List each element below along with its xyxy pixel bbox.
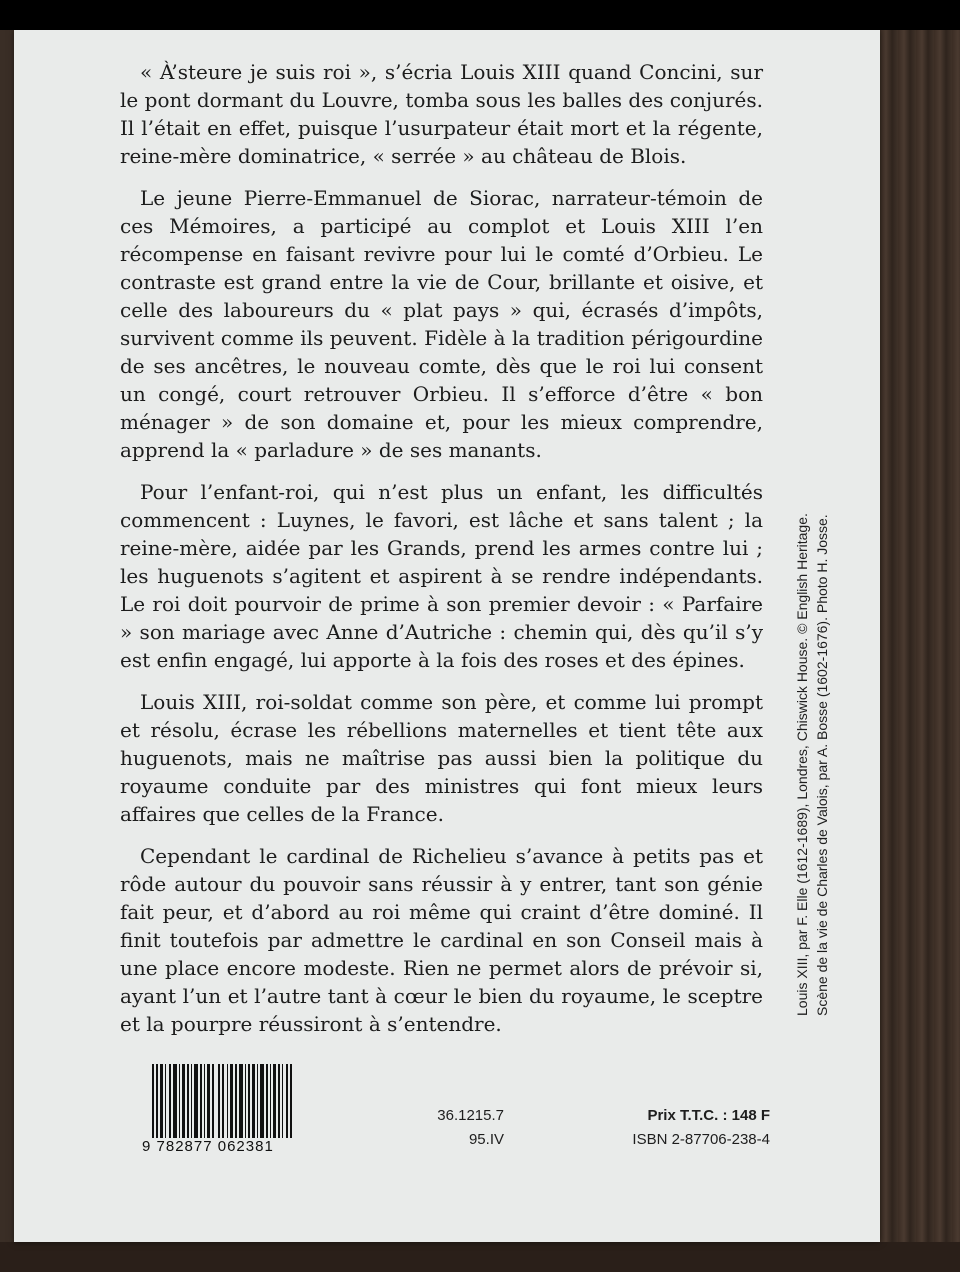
catalog-code-1: 36.1215.7 <box>437 1107 504 1124</box>
back-cover-blurb <box>120 58 763 1052</box>
wood-table-right <box>880 30 960 1272</box>
image-credits <box>792 436 832 1016</box>
catalog-code-2: 95.IV <box>468 1131 504 1148</box>
credit-line-1: Louis XIII, par F. Elle (1612-1689), Londres, Chiswick House. © English Heritage. <box>794 513 810 1016</box>
wood-table-left <box>0 30 14 1272</box>
blurb-paragraph: Le jeune Pierre-Emmanuel de Siorac, narrateur-témoin de ces Mémoires, a participé au complot et Louis XIII l’en récompense en faisant revivre pour lui le comté d’Orbieu. Le contraste est grand entre la vie de Cour, brillante et oisive, et celle des laboureurs du « plat pays » qui, écrasés d’impôts, survivent comme ils peuvent. Fidèle à la tradition périgourdine de ses ancêtres, le nouveau comte, dès que le roi lui consent un congé, court retrouver Orbieu. Il s’efforce d’être « bon ménager » de son domaine et, pour les mieux comprendre, apprend la « parladure » de ses manants. <box>120 186 763 462</box>
blurb-paragraph: Pour l’enfant-roi, qui n’est plus un enfant, les difficultés commencent : Luynes, le favori, est lâche et sans talent ; la reine-mère, aidée par les Grands, prend les armes contre lui ; les huguenots s’agitent et aspirent à se rendre indépendants. Le roi doit pourvoir de prime à son premier devoir : « Parfaire » son mariage avec Anne d’Autriche : chemin qui, dès qu’il s’y est enfin engagé, lui apporte à la fois des roses et des épines. <box>120 480 763 672</box>
credit-line-2: Scène de la vie de Charles de Valois, par A. Bosse (1602-1676). Photo H. Josse. <box>814 514 830 1016</box>
top-black-bar <box>0 0 960 30</box>
blurb-paragraph: Louis XIII, roi-soldat comme son père, et comme lui prompt et résolu, écrase les rébellions maternelles et tient tête aux huguenots, mais ne maîtrise pas aussi bien la politique du royaume conduite par des ministres qui font mieux leurs affaires que celles de la France. <box>120 690 763 826</box>
blurb-paragraph: « À’steure je suis roi », s’écria Louis XIII quand Concini, sur le pont dormant du Louvre, tomba sous les balles des conjurés. Il l’était en effet, puisque l’usurpateur était mort et la régente, reine-mère dominatrice, « serrée » au château de Blois. <box>120 60 763 168</box>
isbn-label: ISBN 2-87706-238-4 <box>632 1131 770 1148</box>
price-label: Prix T.T.C. : 148 F <box>647 1107 770 1124</box>
blurb-paragraph: Cependant le cardinal de Richelieu s’avance à petits pas et rôde autour du pouvoir sans réussir à y entrer, tant son génie fait peur, et d’abord au roi même qui craint d’être dominé. Il finit toutefois par admettre le cardinal en son Conseil mais à une place encore modeste. Rien ne permet alors de prévoir si, ayant l’un et l’autre tant à cœur le bien du royaume, le sceptre et la pourpre réussiront à s’entendre. <box>120 844 763 1036</box>
wood-table-bottom <box>0 1242 960 1272</box>
catalog-codes <box>412 1104 504 1152</box>
barcode-digits: 9 782877 062381 <box>138 1138 314 1155</box>
price-isbn-block <box>580 1104 770 1152</box>
